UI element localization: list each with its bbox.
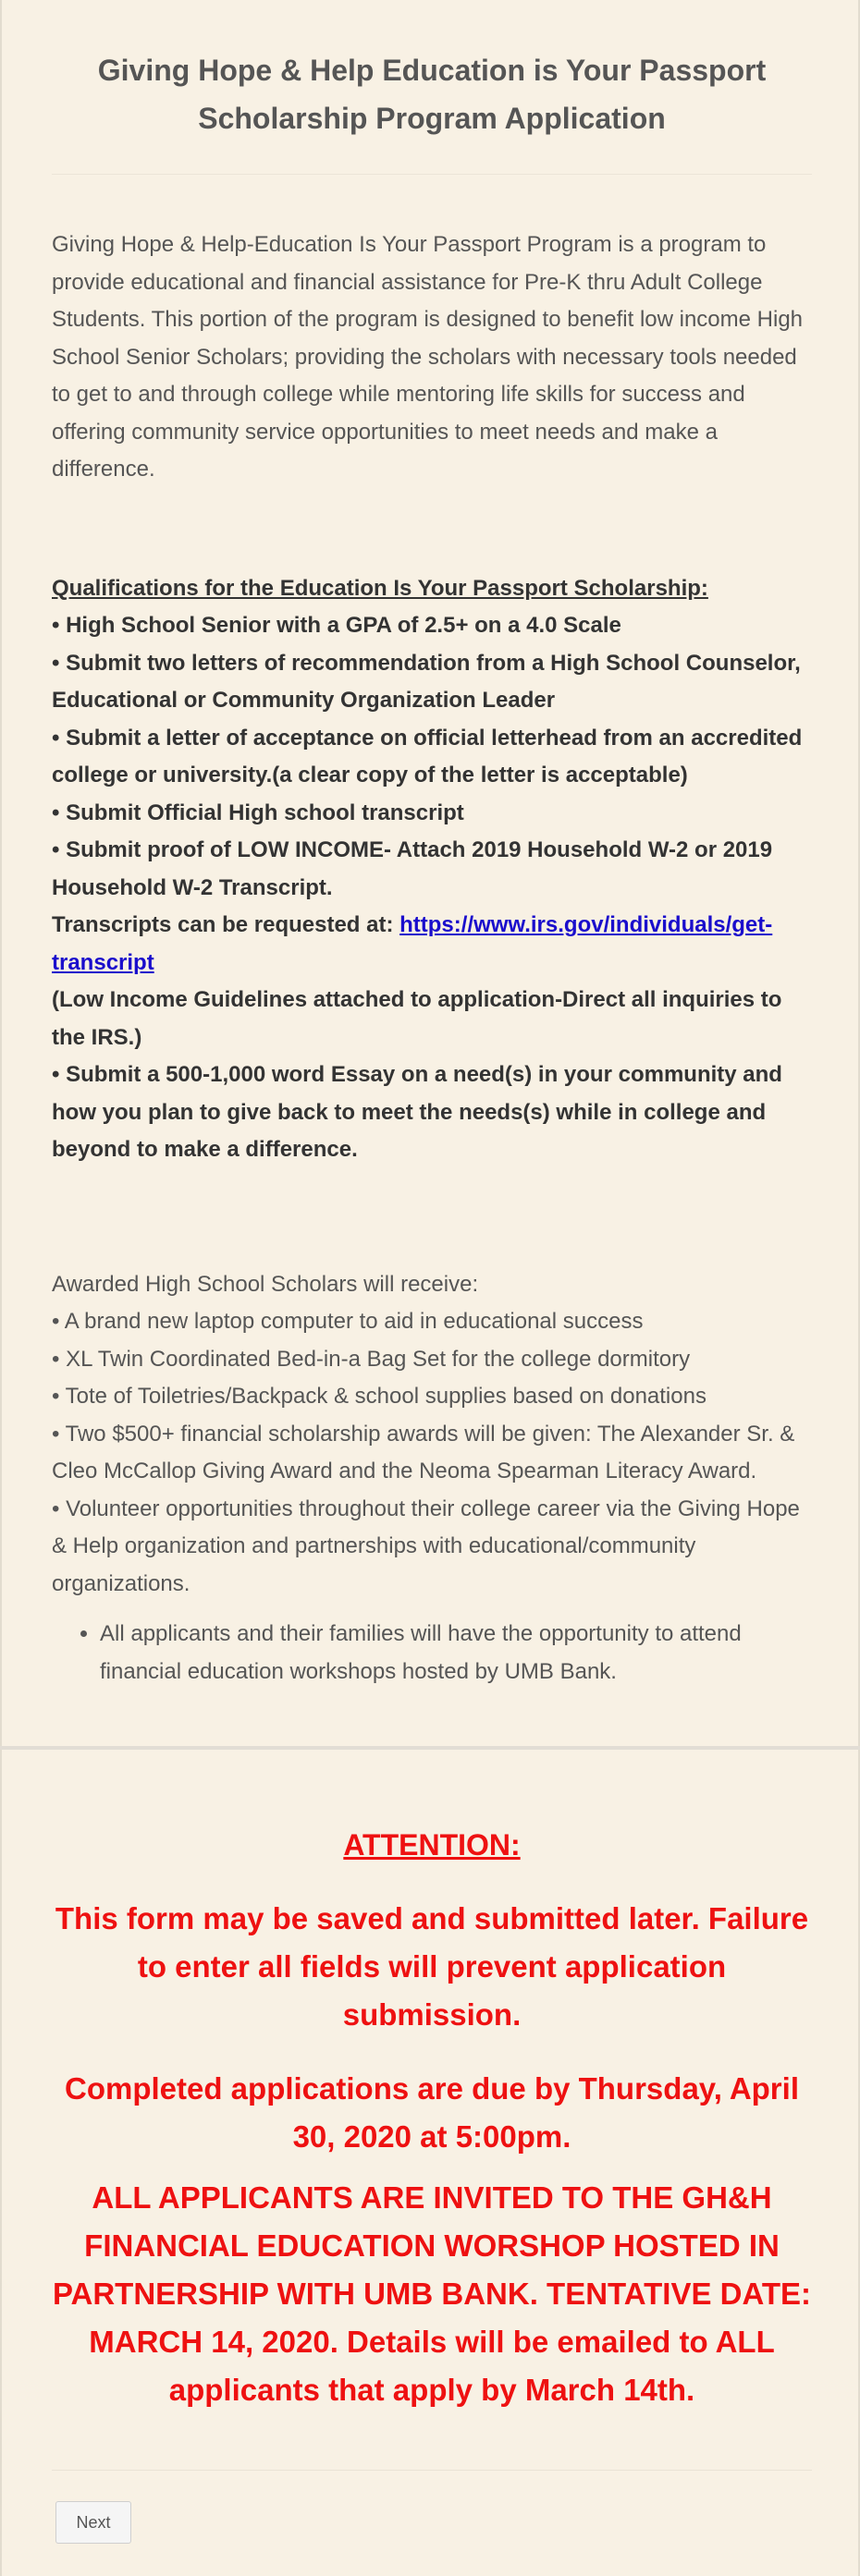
qualifications-section (52, 570, 812, 1169)
irs-transcript-link[interactable]: https://www.irs.gov/individuals/get-transcript (52, 912, 773, 975)
awards-section (52, 1266, 812, 1604)
page-title (52, 0, 812, 142)
income-guidelines-note: (Low Income Guidelines attached to application-Direct all inquiries to the IRS.) (52, 987, 782, 1050)
attention-heading: ATTENTION: (343, 1828, 521, 1862)
save-notice: This form may be saved and submitted later. Failure to enter all fields will prevent application submission. (55, 1901, 809, 2032)
qualification-item: • Submit Official High school transcript (52, 800, 464, 825)
qualification-item: • High School Senior with a GPA of 2.5+ on a 4.0 Scale (52, 613, 621, 638)
workshop-notice: ALL APPLICANTS ARE INVITED TO THE GH&H FINANCIAL EDUCATION WORSHOP HOSTED IN PARTNERSHIP WITH UMB BANK. TENTATIVE DATE: MARCH 14, 2020. Details will be emailed to ALL applicants that apply by March 14th. (52, 2180, 812, 2407)
form-content (2, 0, 858, 1691)
awards-intro: Awarded High School Scholars will receive: (52, 1271, 479, 1297)
award-item: • A brand new laptop computer to aid in educational success (52, 1309, 644, 1334)
footer-divider (52, 2470, 812, 2471)
award-item: • Two $500+ financial scholarship awards will be given: The Alexander Sr. & Cleo McCallop Giving Award and the Neoma Spearman Literacy Award. (52, 1421, 795, 1483)
award-item: • XL Twin Coordinated Bed-in-a Bag Set for the college dormitory (52, 1346, 691, 1372)
qualifications-heading: Qualifications for the Education Is Your Passport Scholarship: (52, 575, 708, 601)
attention-content (2, 1826, 858, 2544)
transcript-prefix: Transcripts can be requested at: (52, 912, 400, 937)
qualification-item: • Submit a letter of acceptance on official letterhead from an accredited college or university.(a clear copy of the letter is acceptable) (52, 725, 803, 787)
title-divider (52, 174, 812, 175)
title-line-2: Scholarship Program Application (198, 102, 666, 135)
workshop-bullet-item: • All applicants and their families will have the opportunity to attend financial education workshops hosted by UMB Bank. (100, 1616, 812, 1691)
deadline-notice: Completed applications are due by Thursday, April 30, 2020 at 5:00pm. (65, 2071, 799, 2154)
attention-section (52, 1826, 812, 2414)
qualification-item: • Submit two letters of recommendation from a High School Counselor, Educational or Community Organization Leader (52, 650, 801, 713)
transcript-request-line (52, 907, 812, 982)
qualification-item: • Submit proof of LOW INCOME- Attach 2019 Household W-2 or 2019 Household W-2 Transcript. (52, 837, 773, 900)
qualification-item-essay: • Submit a 500-1,000 word Essay on a need(s) in your community and how you plan to give back to meet the needs(s) while in college and beyond to make a difference. (52, 1062, 782, 1162)
next-button[interactable]: Next (55, 2501, 131, 2544)
section-divider (0, 1746, 860, 1750)
program-description: Giving Hope & Help-Education Is Your Passport Program is a program to provide educational and financial assistance for Pre-K thru Adult College Students. This portion of the program is designed to benefit low income High School Senior Scholars; providing the scholars with necessary tools needed to get to and through college while mentoring life skills for success and offering community service opportunities to meet needs and make a difference. (52, 232, 804, 482)
title-line-1: Giving Hope & Help Education is Your Passport (97, 54, 767, 87)
award-item: • Tote of Toiletries/Backpack & school supplies based on donations (52, 1384, 706, 1409)
workshop-bullet-list (52, 1616, 812, 1691)
award-item: • Volunteer opportunities throughout their college career via the Giving Hope & Help organization and partnerships with educational/community organizations. (52, 1496, 800, 1596)
